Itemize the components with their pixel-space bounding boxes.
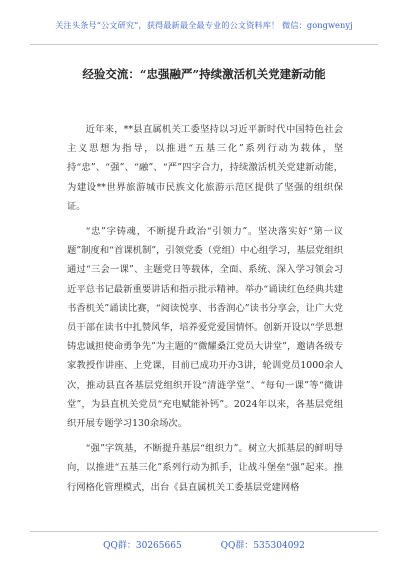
qq-group-2: QQ群：535304092 bbox=[220, 541, 305, 551]
paragraph-loyalty: “忠”字铸魂，不断提升政治“引领力”。坚决落实好“第一议题”制度和“首课机制”，引领党委（党组）中心组学习，基层党组织通过“三会一课”、主题党日等载体，全面、系统、深入学习领会习近平总书记最新重要讲话和指示批示精神。举办“诵读红色经典共建书香机关”诵读比赛，“阅读悦享、书香润心”读书分享会，让广大党员干部在读书中扎赞风华，培养爱党爱国情怀。创新开设以“学思想铸忠诚担使命勇争先”为主题的“微耀桑江党员大讲堂”，邀请各级专家教授作讲座、上党课，目前已成功开办3讲，轮训党员1000余人次，推动县直各基层党组织开设“清涟学堂”、“每旬一课”等“微讲堂”，为县直机关党员“充电赋能补钙”。2024年以来，各基层党组织开展专题学习130余场次。 bbox=[67, 226, 343, 430]
footer bbox=[0, 538, 408, 551]
document-body bbox=[67, 120, 343, 503]
footer-divider bbox=[30, 531, 378, 532]
header-divider bbox=[30, 44, 378, 45]
header-banner: 关注头条号“公文研究”，获得最新最全最专业的公文资料库！ 微信：gongwenyj bbox=[55, 20, 353, 30]
document-title: 经验交流：“忠强融严”持续激活机关党建新动能 bbox=[82, 67, 326, 81]
paragraph-intro: 近年来，**县直属机关工委坚持以习近平新时代中国特色社会主义思想为指导，以推进“五基三化”系列行动为载体，坚持“忠”、“强”、“融”、“严”四字合力，持续激活机关党建新动能，为建设**世界旅游城市民族文化旅游示范区提供了坚强的组织保证。 bbox=[67, 124, 343, 212]
paragraph-strength: “强”字筑基，不断提升基层“组织力”。树立大抓基层的鲜明导向，以推进“五基三化”系列行动为抓手，让战斗堡垒“强”起来。推行网格化管理模式，出台《县直属机关工委基层党建网格 bbox=[67, 443, 343, 493]
qq-group-1: QQ群：30265665 bbox=[103, 541, 182, 551]
